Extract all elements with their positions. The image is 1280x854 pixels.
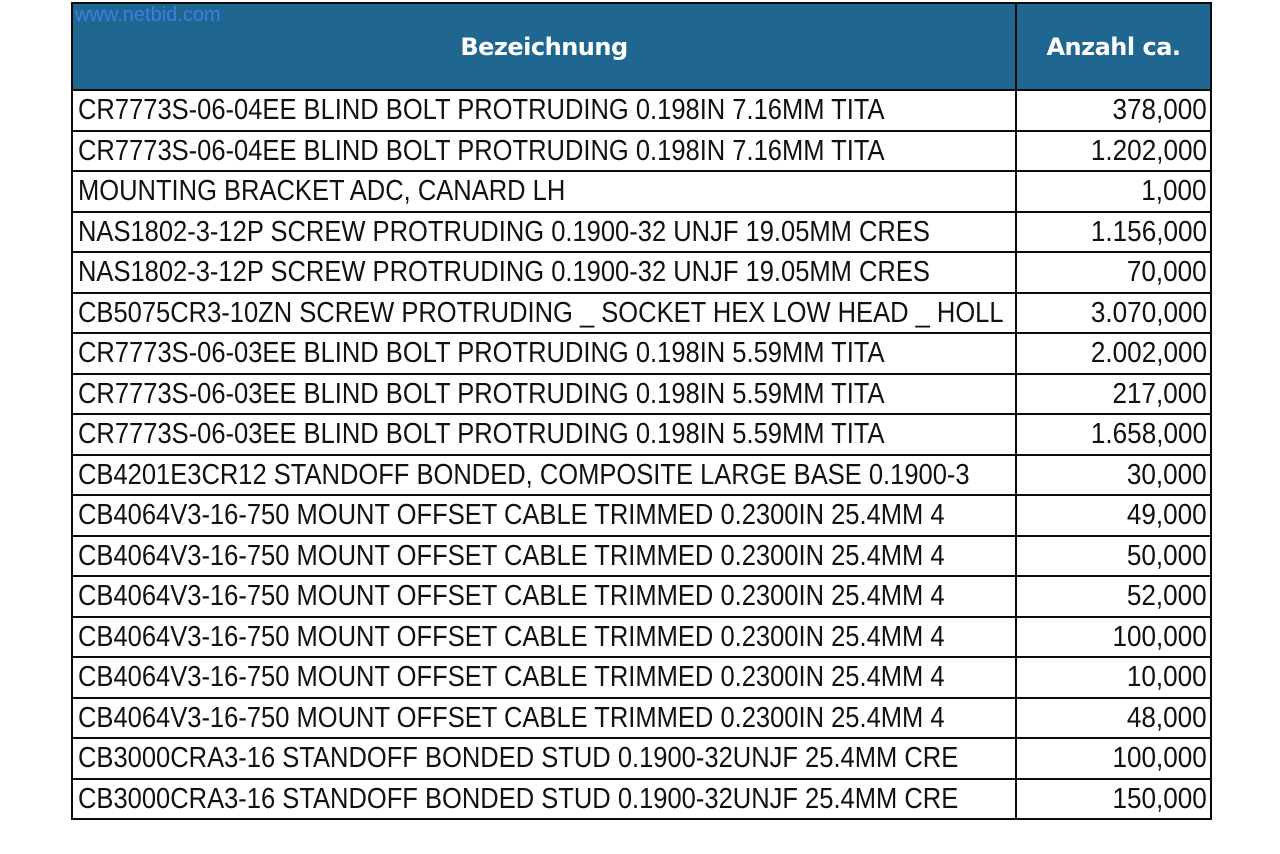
cell-description	[72, 698, 1016, 739]
quantity-text: 100,000	[1112, 620, 1207, 653]
quantity-text: 1.202,000	[1090, 134, 1207, 167]
cell-description	[72, 333, 1016, 374]
table-row	[72, 90, 1211, 131]
description-text: CB4064V3-16-750 MOUNT OFFSET CABLE TRIMMED 0.2300IN 25.4MM 4	[78, 620, 945, 653]
table-row	[72, 171, 1211, 212]
table-row	[72, 455, 1211, 496]
watermark-text: www.netbid.com	[75, 4, 221, 26]
cell-quantity	[1016, 333, 1211, 374]
description-text: NAS1802-3-12P SCREW PROTRUDING 0.1900-32 UNJF 19.05MM CRES	[78, 256, 930, 289]
cell-description	[72, 374, 1016, 415]
table-row	[72, 576, 1211, 617]
table-row	[72, 293, 1211, 334]
cell-quantity	[1016, 495, 1211, 536]
cell-quantity	[1016, 414, 1211, 455]
cell-description	[72, 293, 1016, 334]
description-text: CB3000CRA3-16 STANDOFF BONDED STUD 0.1900-32UNJF 25.4MM CRE	[78, 782, 959, 815]
quantity-text: 10,000	[1127, 661, 1207, 694]
quantity-text: 3.070,000	[1090, 296, 1207, 329]
header-row	[72, 3, 1211, 90]
description-text: CR7773S-06-03EE BLIND BOLT PROTRUDING 0.198IN 5.59MM TITA	[78, 337, 885, 370]
description-text: CB4201E3CR12 STANDOFF BONDED, COMPOSITE LARGE BASE 0.1900-3	[78, 458, 970, 491]
cell-description	[72, 252, 1016, 293]
description-text: CB4064V3-16-750 MOUNT OFFSET CABLE TRIMMED 0.2300IN 25.4MM 4	[78, 661, 945, 694]
parts-sheet	[71, 2, 1211, 820]
cell-quantity	[1016, 657, 1211, 698]
description-text: CB5075CR3-10ZN SCREW PROTRUDING _ SOCKET HEX LOW HEAD _ HOLL	[78, 296, 1004, 329]
table-row	[72, 738, 1211, 779]
table-row	[72, 617, 1211, 658]
description-text: CR7773S-06-03EE BLIND BOLT PROTRUDING 0.198IN 5.59MM TITA	[78, 377, 885, 410]
cell-description	[72, 738, 1016, 779]
table-row	[72, 212, 1211, 253]
cell-quantity	[1016, 131, 1211, 172]
cell-description	[72, 576, 1016, 617]
table-row	[72, 495, 1211, 536]
cell-quantity	[1016, 252, 1211, 293]
quantity-text: 48,000	[1127, 701, 1207, 734]
table-row	[72, 374, 1211, 415]
table-row	[72, 333, 1211, 374]
quantity-text: 2.002,000	[1090, 337, 1207, 370]
table-body	[72, 90, 1211, 819]
cell-quantity	[1016, 779, 1211, 820]
quantity-text: 52,000	[1127, 580, 1207, 613]
description-text: CB4064V3-16-750 MOUNT OFFSET CABLE TRIMMED 0.2300IN 25.4MM 4	[78, 499, 945, 532]
cell-quantity	[1016, 576, 1211, 617]
quantity-text: 100,000	[1112, 742, 1207, 775]
description-text: CR7773S-06-04EE BLIND BOLT PROTRUDING 0.198IN 7.16MM TITA	[78, 134, 885, 167]
cell-description	[72, 131, 1016, 172]
description-text: CR7773S-06-03EE BLIND BOLT PROTRUDING 0.198IN 5.59MM TITA	[78, 418, 885, 451]
cell-description	[72, 536, 1016, 577]
cell-quantity	[1016, 171, 1211, 212]
cell-description	[72, 171, 1016, 212]
table-row	[72, 536, 1211, 577]
cell-quantity	[1016, 738, 1211, 779]
table-row	[72, 657, 1211, 698]
table-row	[72, 131, 1211, 172]
cell-description	[72, 455, 1016, 496]
table-row	[72, 779, 1211, 820]
table-row	[72, 414, 1211, 455]
cell-quantity	[1016, 374, 1211, 415]
quantity-text: 378,000	[1112, 94, 1207, 127]
description-text: MOUNTING BRACKET ADC, CANARD LH	[78, 175, 566, 208]
column-header-quantity: Anzahl ca.	[1016, 3, 1211, 90]
description-text: NAS1802-3-12P SCREW PROTRUDING 0.1900-32 UNJF 19.05MM CRES	[78, 215, 930, 248]
cell-quantity	[1016, 536, 1211, 577]
cell-quantity	[1016, 293, 1211, 334]
quantity-text: 150,000	[1112, 782, 1207, 815]
quantity-text: 1,000	[1141, 175, 1207, 208]
cell-description	[72, 414, 1016, 455]
quantity-text: 49,000	[1127, 499, 1207, 532]
cell-description	[72, 90, 1016, 131]
quantity-text: 217,000	[1112, 377, 1207, 410]
quantity-text: 30,000	[1127, 458, 1207, 491]
quantity-text: 1.156,000	[1090, 215, 1207, 248]
description-text: CB4064V3-16-750 MOUNT OFFSET CABLE TRIMMED 0.2300IN 25.4MM 4	[78, 539, 945, 572]
quantity-text: 1.658,000	[1090, 418, 1207, 451]
cell-quantity	[1016, 617, 1211, 658]
cell-description	[72, 779, 1016, 820]
table-row	[72, 698, 1211, 739]
quantity-text: 70,000	[1127, 256, 1207, 289]
cell-quantity	[1016, 212, 1211, 253]
description-text: CB4064V3-16-750 MOUNT OFFSET CABLE TRIMMED 0.2300IN 25.4MM 4	[78, 580, 945, 613]
cell-quantity	[1016, 90, 1211, 131]
cell-description	[72, 212, 1016, 253]
quantity-text: 50,000	[1127, 539, 1207, 572]
cell-description	[72, 657, 1016, 698]
cell-quantity	[1016, 698, 1211, 739]
description-text: CB4064V3-16-750 MOUNT OFFSET CABLE TRIMMED 0.2300IN 25.4MM 4	[78, 701, 945, 734]
column-header-description: Bezeichnung	[72, 3, 1016, 90]
table-row	[72, 252, 1211, 293]
cell-quantity	[1016, 455, 1211, 496]
cell-description	[72, 495, 1016, 536]
description-text: CR7773S-06-04EE BLIND BOLT PROTRUDING 0.198IN 7.16MM TITA	[78, 94, 885, 127]
description-text: CB3000CRA3-16 STANDOFF BONDED STUD 0.1900-32UNJF 25.4MM CRE	[78, 742, 959, 775]
parts-table	[71, 2, 1212, 820]
cell-description	[72, 617, 1016, 658]
